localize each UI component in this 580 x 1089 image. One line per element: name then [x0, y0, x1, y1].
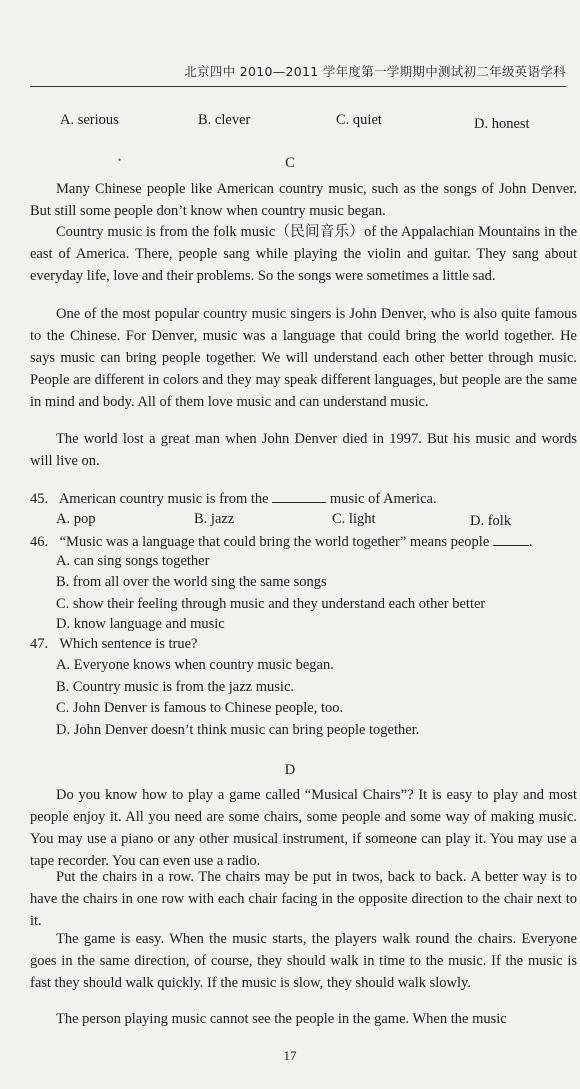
- print-speck: •: [118, 155, 122, 165]
- q45-option-b: B. jazz: [194, 511, 235, 527]
- section-d-paragraph-2: Put the chairs in a row. The chairs may be put in twos, back to back. A better way is to have the chairs in one row with each chair facing in the opposite direction to the chair next to it.: [30, 869, 577, 929]
- option-d: D. honest: [474, 116, 530, 132]
- q46-option-c: C. show their feeling through music and they understand each other better: [56, 596, 486, 612]
- previous-question-options: [60, 112, 560, 134]
- section-c-paragraph-4: The world lost a great man when John Denver died in 1997. But his music and words will live on.: [30, 431, 577, 469]
- page-number: 17: [283, 1048, 297, 1063]
- question-number: 46.: [30, 534, 49, 550]
- section-c-paragraph-2: Country music is from the folk music（民间音乐）of the Appalachian Mountains in the east of America. There, people sang while playing the violin and guitar. They sang about everyday life, love and their problems. So the songs were sometimes a little sad.: [30, 224, 577, 284]
- section-d-paragraph-3: The game is easy. When the music starts, the players walk round the chairs. Everyone goes in the same direction, of course, they should walk in time to the music. If the music is fast they should walk quickly. If the music is slow, they should walk slowly.: [30, 931, 577, 991]
- option-c: C. quiet: [336, 112, 382, 128]
- page-header: 北京四中 2010—2011 学年度第一学期期中测试初二年级英语学科: [184, 64, 566, 79]
- q47-option-a: A. Everyone knows when country music began.: [56, 657, 334, 673]
- question-stem: American country music is from the: [58, 491, 269, 507]
- section-c-paragraph-3: One of the most popular country music singers is John Denver, who is also quite famous to the Chinese. For Denver, music was a language that could bring the world together. He says music can bring people together. We will understand each other better through music. People are different in colors and they may speak different languages, but people are the same in mind and body. All of them love music and can understand music.: [30, 306, 577, 410]
- question-number: 45.: [30, 491, 49, 507]
- section-c-paragraph-1: Many Chinese people like American country music, such as the songs of John Denver. But still some people don’t know when country music began.: [30, 181, 577, 219]
- q45-option-a: A. pop: [56, 511, 96, 527]
- option-a: A. serious: [60, 112, 119, 128]
- q47-option-b: B. Country music is from the jazz music.: [56, 679, 295, 695]
- question-stem: Which sentence is true?: [59, 636, 198, 652]
- section-d-paragraph-4: The person playing music cannot see the people in the game. When the music: [56, 1011, 507, 1027]
- question-45: [30, 490, 437, 508]
- question-47: [30, 636, 197, 653]
- question-stem-end: music of America.: [329, 491, 437, 507]
- q47-option-d: D. John Denver doesn’t think music can bring people together.: [56, 722, 420, 738]
- answer-blank: [493, 533, 529, 546]
- question-46: [30, 533, 533, 551]
- q46-option-b: B. from all over the world sing the same songs: [56, 574, 327, 590]
- q45-option-d: D. folk: [470, 513, 512, 529]
- q45-option-c: C. light: [332, 511, 376, 527]
- header-rule: [30, 86, 566, 87]
- question-stem: “Music was a language that could bring the world together” means people: [59, 534, 490, 550]
- section-c-heading: C: [285, 155, 295, 171]
- q46-option-a: A. can sing songs together: [56, 553, 210, 569]
- q47-option-c: C. John Denver is famous to Chinese people, too.: [56, 700, 344, 716]
- section-d-heading: D: [284, 762, 296, 778]
- q46-option-d: D. know language and music: [56, 616, 225, 632]
- section-d-paragraph-1: Do you know how to play a game called “Musical Chairs”? It is easy to play and most people enjoy it. All you need are some chairs, some people and some way of making music. You may use a piano or any other musical instrument, if someone can play it. You may use a tape recorder. You can even use a radio.: [30, 787, 577, 869]
- question-number: 47.: [30, 636, 49, 652]
- question-stem-end: .: [528, 534, 533, 550]
- option-b: B. clever: [198, 112, 251, 128]
- answer-blank: [272, 490, 326, 503]
